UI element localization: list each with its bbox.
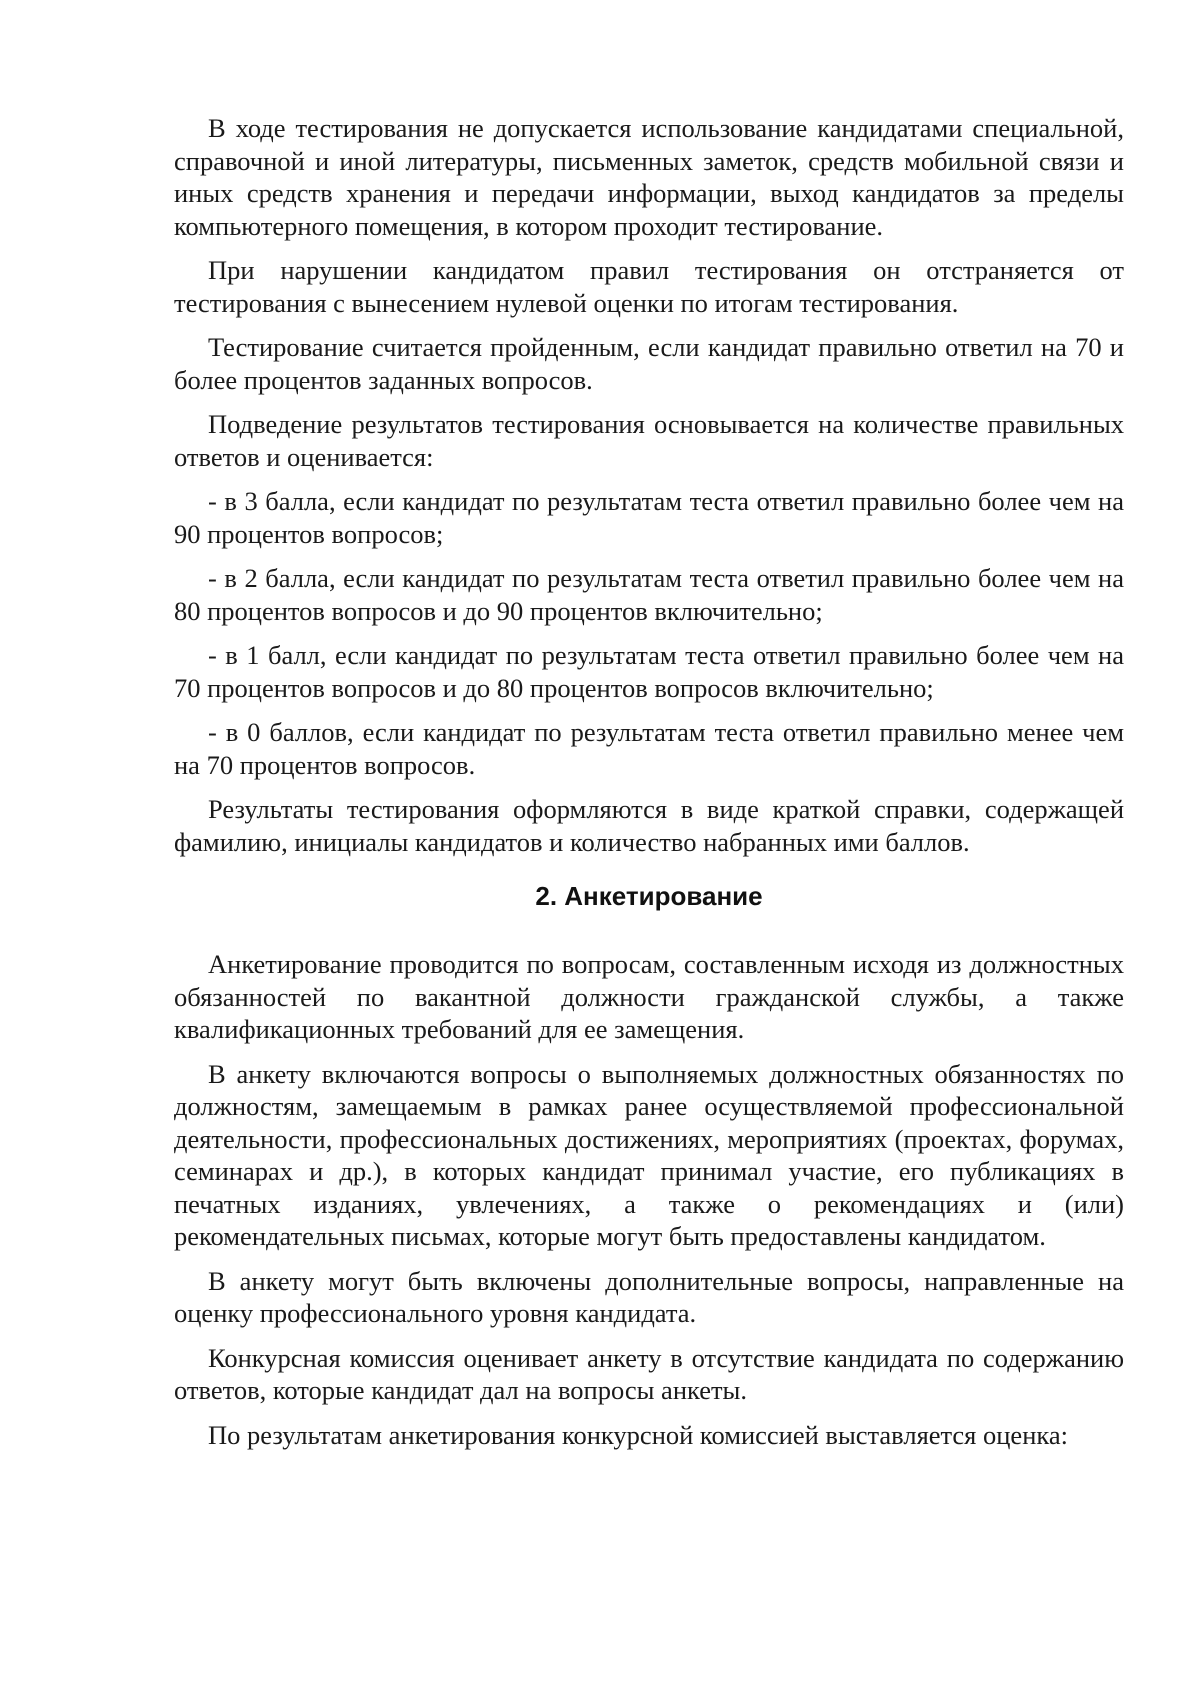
document-body (174, 112, 1124, 1463)
paragraph-scoring-intro: Подведение результатов тестирования основывается на количестве правильных ответов и оценивается: (174, 409, 1124, 472)
list-item-score-2: - в 2 балла, если кандидат по результатам теста ответил правильно более чем на 80 процентов вопросов и до 90 процентов включительно; (174, 563, 1124, 626)
list-item-score-3: - в 3 балла, если кандидат по результатам теста ответил правильно более чем на 90 процентов вопросов; (174, 486, 1124, 549)
paragraph-rule-violation: При нарушении кандидатом правил тестирования он отстраняется от тестирования с вынесением нулевой оценки по итогам тестирования. (174, 255, 1124, 318)
paragraph-testing-restrictions: В ходе тестирования не допускается использование кандидатами специальной, справочной и иной литературы, письменных заметок, средств мобильной связи и иных средств хранения и передачи информации, выход кандидатов за пределы компьютерного помещения, в котором проходит тестирование. (174, 113, 1124, 241)
paragraph-questionnaire-basis: Анкетирование проводится по вопросам, составленным исходя из должностных обязанностей по вакантной должности гражданской службы, а также квалификационных требований для ее замещения. (174, 949, 1124, 1044)
list-item-score-1: - в 1 балл, если кандидат по результатам теста ответил правильно более чем на 70 процентов вопросов и до 80 процентов вопросов включительно; (174, 640, 1124, 703)
paragraph-commission-evaluation: Конкурсная комиссия оценивает анкету в отсутствие кандидата по содержанию ответов, которые кандидат дал на вопросы анкеты. (174, 1342, 1124, 1405)
list-item-score-0: - в 0 баллов, если кандидат по результатам теста ответил правильно менее чем на 70 процентов вопросов. (174, 717, 1124, 780)
paragraph-questionnaire-score: По результатам анкетирования конкурсной комиссией выставляется оценка: (208, 1419, 1068, 1450)
paragraph-pass-threshold: Тестирование считается пройденным, если кандидат правильно ответил на 70 и более процентов заданных вопросов. (174, 332, 1124, 395)
section-heading-questionnaire: 2. Анкетирование (535, 881, 763, 911)
paragraph-additional-questions: В анкету могут быть включены дополнительные вопросы, направленные на оценку профессионального уровня кандидата. (174, 1265, 1124, 1328)
paragraph-questionnaire-content: В анкету включаются вопросы о выполняемых должностных обязанностях по должностям, замещаемым в рамках ранее осуществляемой профессиональной деятельности, профессиональных достижениях, мероприятиях (проектах, форумах, семинарах и др.), в которых кандидат принимал участие, его публикациях в печатных изданиях, увлечениях, а также о рекомендациях и (или) рекомендательных письмах, которые могут быть предоставлены кандидатом. (174, 1058, 1124, 1251)
paragraph-results-report: Результаты тестирования оформляются в виде краткой справки, содержащей фамилию, инициалы кандидатов и количество набранных ими баллов. (174, 794, 1124, 857)
